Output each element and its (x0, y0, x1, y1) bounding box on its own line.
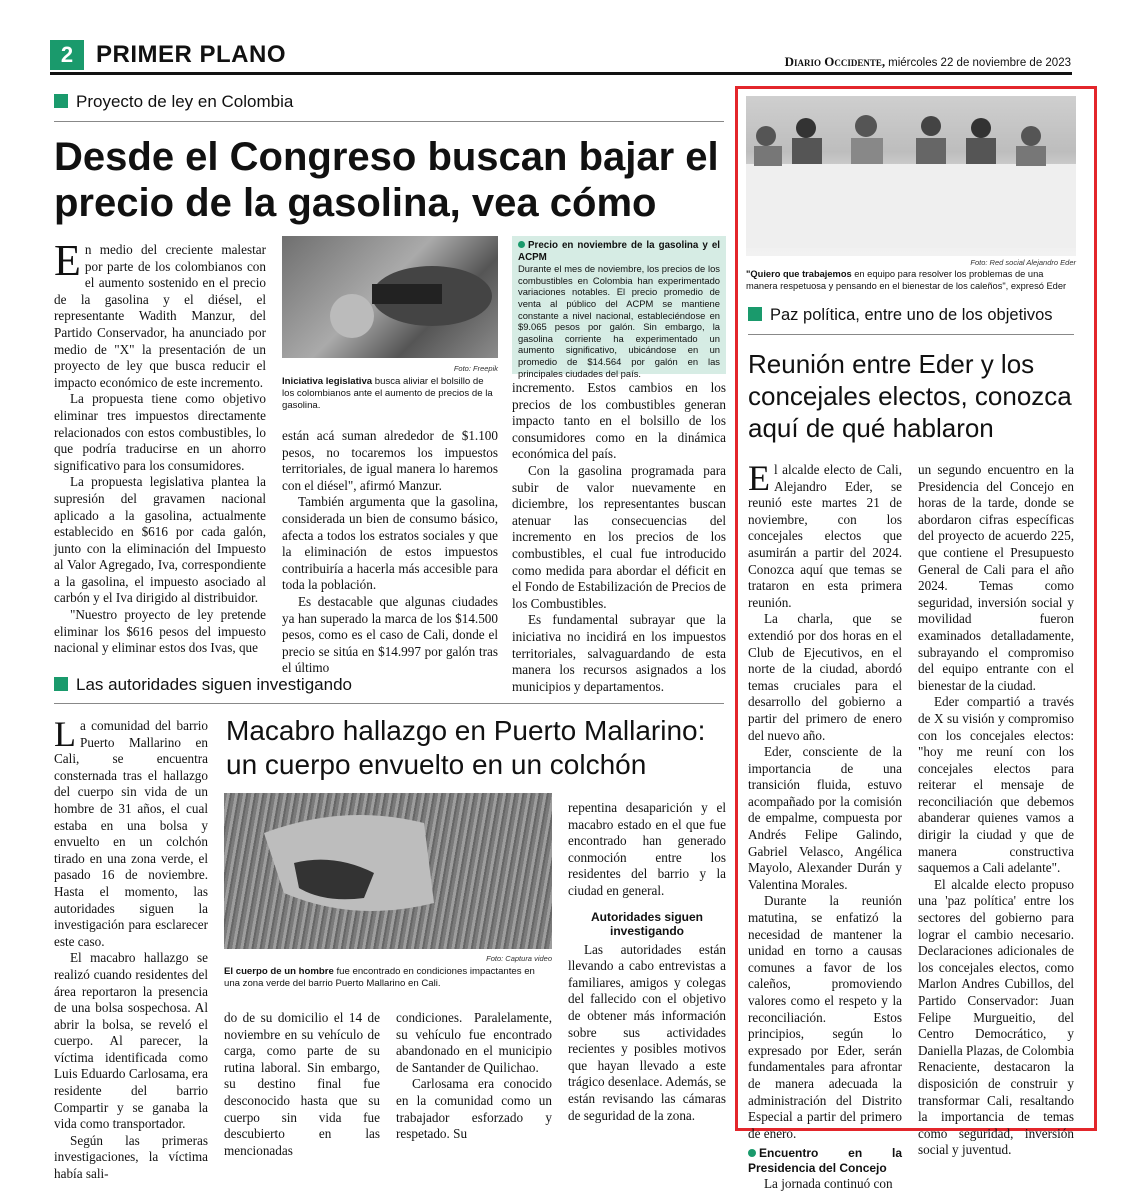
bullet-icon (518, 241, 525, 248)
meeting-table-icon (746, 96, 1076, 256)
kicker-square-icon (748, 307, 762, 321)
crime-column-2: do de su domicilio el 14 de noviembre en su vehículo de carga, como parte de su rutina laboral. Sin embargo, su destino final fue desconocido hasta que su cuerpo sin vida fue descubierto en las mencionadas (224, 1010, 380, 1158)
masthead (785, 54, 1071, 70)
kicker-square-icon (54, 677, 68, 691)
mattress-icon (224, 793, 552, 949)
page-number: 2 (50, 40, 84, 70)
kicker-square-icon (54, 94, 68, 108)
photo-credit: Foto: Freepik (453, 364, 498, 373)
drop-cap: E (748, 458, 770, 498)
photo-credit: Foto: Red social Alejandro Eder (970, 258, 1076, 267)
gas-kicker: Proyecto de ley en Colombia (54, 92, 293, 112)
kicker-rule (54, 703, 724, 704)
eder-photo (746, 96, 1076, 256)
photo-caption: El cuerpo de un hombre fue encontrado en condiciones impactantes en una zona verde del barrio Puerto Mallarino en Cali. (224, 966, 535, 989)
subhead: Encuentro en la Presidencia del Concejo (748, 1146, 902, 1176)
date: miércoles 22 de noviembre de 2023 (888, 57, 1071, 69)
subhead: Autoridades siguen investigando (590, 909, 703, 938)
gas-column-3: incremento. Estos cambios en los precios de los combustibles generan impacto tanto en el bolsillo de los consumidores como en la dinámica económica del país. Con la gasolina programada para subir de valor nuevamente en diciembre, los representantes buscan atenuar las consecuencias del incremento en los precios de los combustibles, el cual fue introducido como medida para abordar el déficit en el Fondo de Estabilización de Precios de los Combustibles. Es fundamental subrayar que la iniciativa no incidirá en los impuestos territoriales, salvaguardando de esta manera los recursos asignados a los municipios y departamentos. (512, 380, 726, 694)
gas-column-1: En medio del creciente malestar por parte de los colombianos con el aumento sostenido en el precio de la gasolina y el diésel, el representante Wadith Manzur, del Partido Conservador, ha anunciado por medio de "X" la presentación de un proyecto de ley que busca reducir el impacto económico de este incremento. La propuesta tiene como objetivo eliminar tres impuestos directamente relacionados con estos combustibles, lo que podría traducirse en un ahorro significativo para los consumidores. La propuesta legislativa plantea la supresión del gravamen nacional aplicado a la gasolina, actualmente establecido en $616 por cada galón, junto con la eliminación del Impuesto al Valor Agregado, Iva, correspondiente a la gasolina, el impuesto asociado al carbón y el Iva dirigido al distribuidor. "Nuestro proyecto de ley pretende eliminar los $616 pesos del impuesto nacional y eliminar estos dos Ivas, que (54, 236, 266, 656)
crime-kicker: Las autoridades siguen investigando (54, 675, 352, 695)
photo-credit: Foto: Captura video (486, 954, 552, 963)
paper-name: Diario Occidente, (784, 54, 886, 69)
gas-headline: Desde el Congreso buscan bajar el precio de la gasolina, vea cómo (54, 135, 719, 225)
header-rule (50, 72, 1072, 75)
gas-photo (282, 236, 498, 358)
crime-column-4: repentina desaparición y el macabro estado en el que fue encontrado han generado conmoción entre los residentes del barrio y la ciudad en general. Autoridades siguen investigando Las autoridades están llevando a cabo entrevistas a familiares, amigos y colegas del fallecido con el objetivo de obtener más información sobre sus actividades recientes y posibles motivos que hayan llevado a este trágico desenlace. Además, se están revisando las cámaras de seguridad de la zona. (568, 800, 726, 1123)
eder-column-2: un segundo encuentro en la Presidencia del Concejo en horas de la tarde, donde se abordaron cifras específicas del proyecto de acuerdo 225, que contiene el Presupuesto General de Cali para el año 2024. Temas como seguridad, inversión social y movilidad fueron examinados detalladamente, subrayando el compromiso del equipo entrante con el bienestar de la ciudad. Eder compartió a través de X su visión y compromiso con los concejales electos: "hoy me reuní con los concejales electos para reiterar el mensaje de reconciliación que debemos abanderar quienes vamos a dirigir la ciudad y que de manera constructiva saquemos a Cali adelante". El alcalde electo propuso una 'paz política' entre los sectores del gobierno para lograr el cambio necesario. Declaraciones adicionales de los concejales electos, como Marlon Andres Cubillos, del Partido Conservador: Juan Felipe Murgueitio, del Centro Democrático, y Daniella Plazas, de Colombia Renaciente, destacaron la disposición de construir y transformar Cali, resaltando la importancia de temas como seguridad, inversión social y juventud. (918, 462, 1075, 1158)
crime-headline: Macabro hallazgo en Puerto Mallarino: un cuerpo envuelto en un colchón (226, 715, 706, 780)
kicker-rule (748, 334, 1074, 335)
crime-column-1: La comunidad del barrio Puerto Mallarino en Cali, se encuentra consternada tras el hallazgo del cuerpo sin vida de un hombre de 31 años, el cual estaba en una bolsa y envuelto en un colchón tirado en una zona verde, el pasado 16 de noviembre. Hasta el momento, las autoridades siguen la investigación para esclarecer este caso. El macabro hallazgo se realizó cuando residentes del área reportaron la presencia de una bolsa sospechosa. Al abrir la bolsa, se reveló el cuerpo. Al parecer, la víctima identificada como Luis Eduardo Carlosama, era residente del barrio Compartir y se ganaba la vida como transportador. Según las primeras investigaciones, la víctima había sali- (54, 714, 208, 1182)
kicker-rule (54, 121, 724, 122)
fuel-nozzle-icon (282, 236, 498, 358)
bullet-icon (748, 1149, 756, 1157)
gas-column-2: están acá suman alrededor de $1.100 pesos, no tocaremos los impuestos territoriales, de igual manera lo haremos con el diésel", afirmó Manzur. También argumenta que la gasolina, considerada un bien de consumo básico, afecta a todos los estratos sociales y que la eliminación de estos impuestos contribuiría a hacerla más accesible para toda la población. Es destacable que algunas ciudades ya han superado la marca de los $14.500 pesos, como es el caso de Cali, donde el precio se sitúa en $14.997 por galón tras el último (282, 428, 498, 676)
eder-column-1: El alcalde electo de Cali, Alejandro Eder, se reunió este martes 21 de noviembre, con los concejales electos que asumirán a partir del 2024. Conozca aquí que temas se trataron en esta primera reunión. La charla, que se extendió por dos horas en el Club de Ejecutivos, en el norte de la ciudad, abordó temas cruciales para el desarrollo del gobierno a partir del primero de enero del nuevo año. Eder, consciente de la importancia de una transición fluida, estuvo acompañado por la comisión de empalme, compuesta por Andrés Felipe Galindo, Gabriel Velasco, Angélica Mayolo, Alexander Durán y Valentina Morales. Durante la reunión matutina, se enfatizó la necesidad de mantener la unidad en torno a causas comunes a favor de los caleños, promoviendo valores como el respeto y la reconciliación. Estos principios, según lo expresado por Eder, serán fundamentales para afrontar de manera adecuada la administración del Distrito Especial a partir del primero de enero. Encuentro en la Presidencia del Concejo La jornada continuó con (748, 458, 902, 1192)
eder-kicker: Paz política, entre uno de los objetivos (748, 306, 1053, 325)
drop-cap: E (54, 236, 81, 285)
section-title: PRIMER PLANO (96, 41, 287, 68)
price-box: Precio en noviembre de la gasolina y el ACPM Durante el mes de noviembre, los precios de los combustibles en Colombia han experimentado variaciones notables. El precio promedio de venta al público del ACPM se mantiene constante a nivel nacional, estableciéndose en $9.065 pesos por galón. Sin embargo, la gasolina corriente ha experimentado un aumento significativo, ubicándose en un promedio de $14.564 por galón en las principales ciudades del país. (512, 236, 726, 374)
eder-headline: Reunión entre Eder y los concejales electos, conozca aquí de qué hablaron (748, 349, 1072, 443)
crime-photo (224, 793, 552, 949)
photo-caption: "Quiero que trabajemos en equipo para resolver los problemas de una manera respetuosa y pensando en el bienestar de los caleños", expresó Eder (746, 269, 1067, 291)
photo-caption: Iniciativa legislativa busca aliviar el bolsillo de los colombianos ante el aumento de precios de la gasolina. (282, 376, 493, 411)
drop-cap: L (54, 714, 76, 754)
crime-column-3: condiciones. Paralelamente, su vehículo fue encontrado abandonado en el municipio de Santander de Quilichao. Carlosama era conocido en la comunidad como un trabajador esforzado y respetado. Su (396, 1010, 552, 1142)
